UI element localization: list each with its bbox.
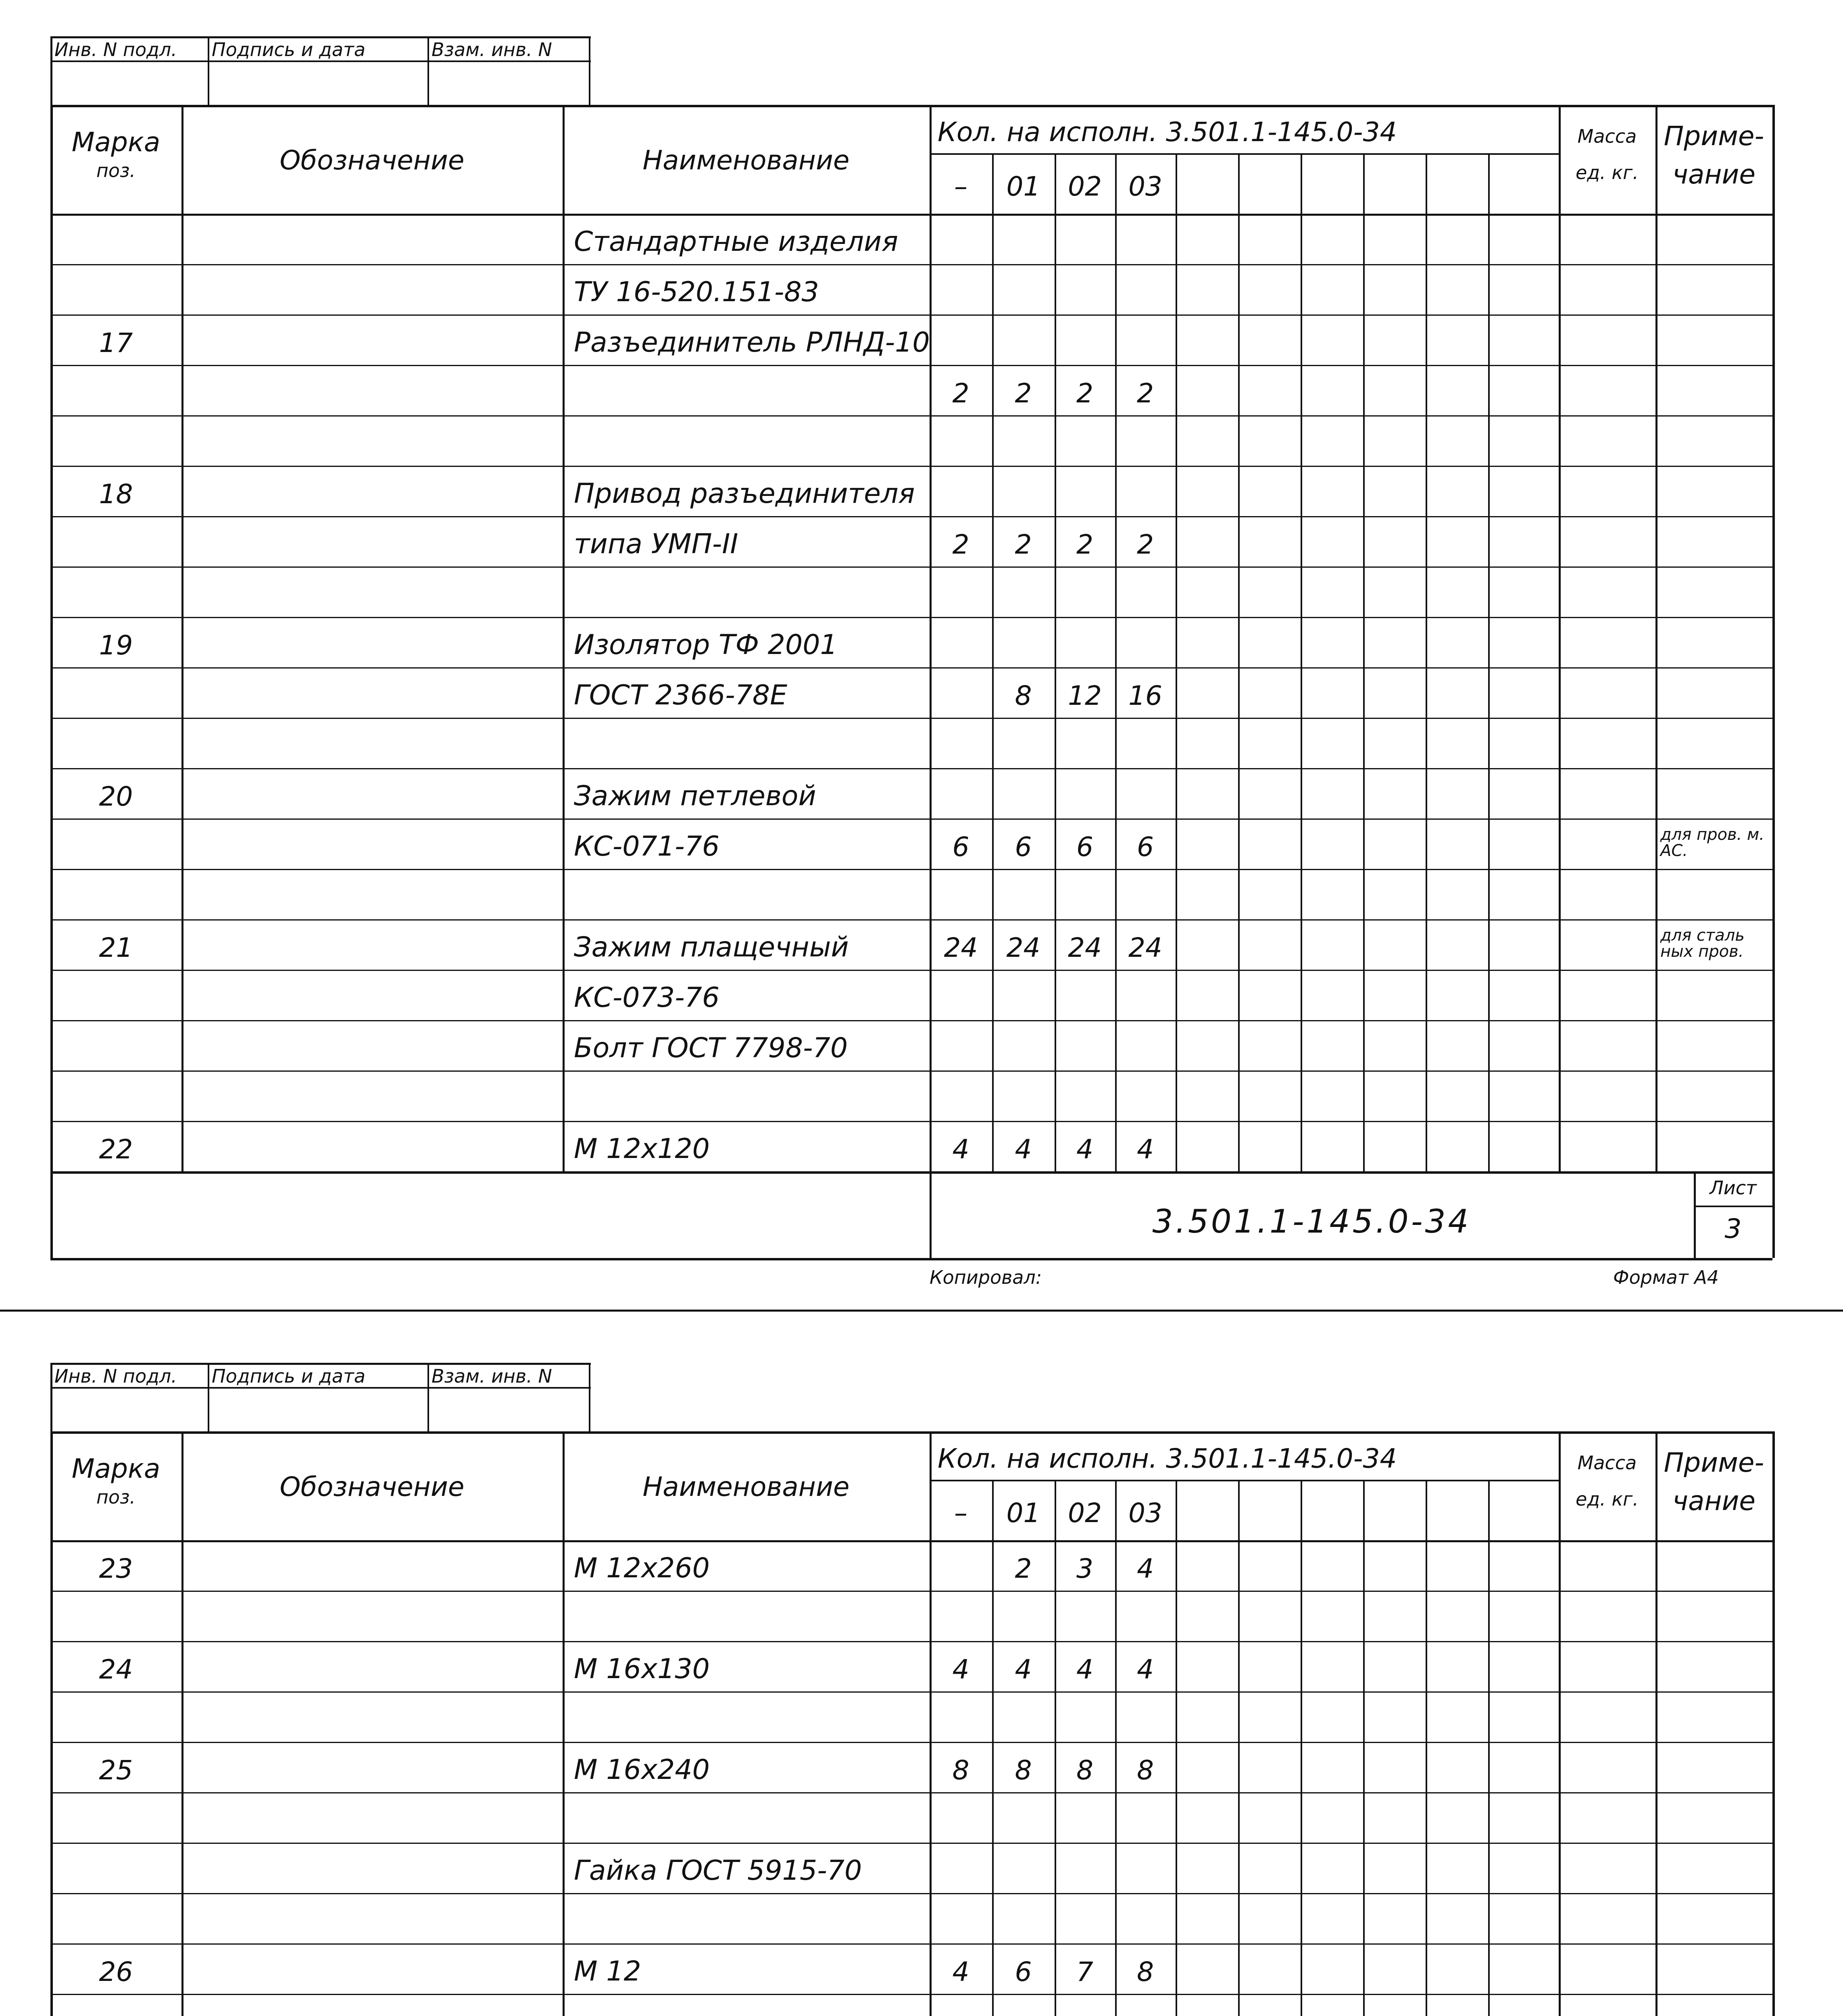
- page-cut-line: [0, 1310, 1843, 1312]
- header-note-2: чание: [1672, 159, 1756, 190]
- header-note-2: чание: [1672, 1485, 1756, 1516]
- frame-left: [50, 1431, 53, 2016]
- row-line: [50, 718, 1772, 719]
- col-line-name: [930, 1431, 932, 2016]
- frame-top: [50, 1431, 1772, 1434]
- row-name: Разъединитель РЛНД-10: [574, 327, 930, 358]
- row-qty-3: 4: [1137, 1553, 1154, 1584]
- stamp-right-line: [589, 36, 590, 105]
- col-line-name: [930, 105, 932, 1258]
- sheet-label: Лист: [1710, 1177, 1757, 1199]
- row-line: [50, 365, 1772, 366]
- col-line-variant: [1238, 153, 1240, 1171]
- document-number: 3.501.1-145.0-34: [1152, 1203, 1471, 1240]
- row-qty-2: 8: [1076, 1755, 1093, 1786]
- col-line-variant: [1426, 1480, 1427, 2016]
- row-name: Изолятор ТФ 2001: [574, 629, 838, 661]
- row-name: ГОСТ 2366-78Е: [574, 679, 788, 711]
- header-mass: Масса: [1577, 125, 1637, 147]
- row-position: 19: [99, 630, 133, 661]
- row-qty-2: 7: [1076, 1956, 1093, 1987]
- qty-header-split: [930, 153, 1559, 155]
- stamp-left-line: [50, 1363, 52, 1431]
- frame-right: [1772, 105, 1775, 1258]
- row-qty-2: 4: [1076, 1654, 1093, 1685]
- header-designation: Обозначение: [279, 145, 465, 176]
- row-qty-2: 12: [1068, 680, 1102, 711]
- header-note: Приме-: [1664, 121, 1764, 152]
- row-qty-1: 2: [1015, 1553, 1032, 1584]
- row-line: [50, 314, 1772, 316]
- col-line-variant: [1176, 1480, 1177, 2016]
- header-variant-v1: 01: [1006, 171, 1040, 202]
- sheet-number: 3: [1724, 1213, 1742, 1244]
- row-qty-2: 4: [1076, 1134, 1093, 1165]
- row-qty-1: 6: [1015, 1956, 1032, 1987]
- table-bottom: [50, 1171, 1772, 1174]
- row-qty-0: 4: [952, 1134, 969, 1165]
- row-qty-0: 6: [952, 831, 969, 862]
- row-qty-1: 2: [1015, 529, 1032, 560]
- stamp-sign-label: Подпись и дата: [212, 1365, 366, 1387]
- row-qty-2: 2: [1076, 378, 1093, 409]
- row-name: М 12: [574, 1956, 641, 1987]
- frame-top: [50, 105, 1772, 107]
- row-qty-2: 6: [1076, 831, 1093, 862]
- row-name: Зажим петлевой: [574, 780, 816, 812]
- col-line-variant: [1115, 1480, 1117, 2016]
- row-line: [50, 1742, 1772, 1743]
- row-qty-0: 8: [952, 1755, 969, 1786]
- row-line: [50, 1691, 1772, 1693]
- row-line: [50, 1893, 1772, 1894]
- qty-header-split: [930, 1480, 1559, 1481]
- header-note: Приме-: [1664, 1447, 1764, 1478]
- row-name: Гайка ГОСТ 5915-70: [574, 1855, 862, 1887]
- row-qty-0: 24: [944, 932, 978, 963]
- row-position: 21: [99, 932, 133, 963]
- row-qty-1: 6: [1015, 831, 1032, 862]
- row-qty-3: 2: [1137, 529, 1154, 560]
- row-line: [50, 1070, 1772, 1072]
- row-line: [50, 617, 1772, 618]
- row-note: для пров. м. АС.: [1660, 825, 1764, 860]
- row-qty-3: 24: [1128, 932, 1162, 963]
- sheet-no-box-split: [1694, 1206, 1772, 1207]
- col-line-variant: [1426, 153, 1427, 1171]
- row-position: 20: [99, 781, 133, 812]
- row-line: [50, 1020, 1772, 1021]
- row-name: Зажим плащечный: [574, 931, 849, 963]
- row-line: [50, 768, 1772, 769]
- stamp-mid-line: [50, 1387, 591, 1389]
- stamp-divider: [208, 1363, 209, 1431]
- row-note: для сталь ных пров.: [1660, 926, 1745, 961]
- stamp-top-line: [50, 36, 591, 38]
- row-qty-1: 4: [1015, 1134, 1032, 1165]
- col-line-variant: [992, 1480, 994, 2016]
- col-line-mass-end: [1655, 1431, 1657, 2016]
- header-mark-pos: поз.: [96, 160, 136, 181]
- col-line-variant: [1115, 153, 1117, 1171]
- header-bottom: [50, 1540, 1772, 1542]
- row-position: 18: [99, 479, 133, 510]
- header-variant-v0: –: [954, 1497, 967, 1529]
- row-name: М 12х120: [574, 1133, 710, 1165]
- row-qty-1: 8: [1015, 680, 1032, 711]
- header-mark: Марка: [71, 1453, 161, 1484]
- row-position: 23: [99, 1553, 133, 1584]
- row-line: [50, 1591, 1772, 1592]
- stamp-inv-label: Инв. N подл.: [54, 39, 177, 60]
- row-qty-3: 2: [1137, 378, 1154, 409]
- header-bottom: [50, 214, 1772, 216]
- col-line-variant: [1363, 153, 1365, 1171]
- frame-left: [50, 105, 53, 1258]
- row-name: типа УМП-II: [574, 528, 738, 560]
- row-line: [50, 1792, 1772, 1793]
- row-line: [50, 919, 1772, 921]
- header-mass-unit: ед. кг.: [1576, 1488, 1639, 1510]
- row-qty-0: 2: [952, 529, 969, 560]
- row-name: ТУ 16-520.151-83: [574, 276, 819, 308]
- header-variant-v3: 03: [1128, 1497, 1162, 1529]
- row-line: [50, 466, 1772, 467]
- stamp-divider: [427, 1363, 429, 1431]
- row-line: [50, 818, 1772, 820]
- stamp-right-line: [589, 1363, 590, 1431]
- row-name: Привод разъединителя: [574, 478, 915, 510]
- row-qty-3: 4: [1137, 1134, 1154, 1165]
- row-line: [50, 667, 1772, 669]
- header-variant-v1: 01: [1006, 1497, 1040, 1529]
- col-line-variant: [1176, 153, 1177, 1171]
- stamp-sign-label: Подпись и дата: [212, 39, 366, 60]
- row-qty-3: 8: [1137, 1755, 1154, 1786]
- row-qty-2: 24: [1068, 932, 1102, 963]
- row-position: 25: [99, 1755, 133, 1786]
- stamp-vzam-label: Взам. инв. N: [432, 1365, 552, 1387]
- header-designation: Обозначение: [279, 1471, 465, 1502]
- row-position: 26: [99, 1956, 133, 1987]
- frame-right: [1772, 1431, 1775, 2016]
- col-line-variant: [1488, 1480, 1490, 2016]
- row-line: [50, 1843, 1772, 1844]
- row-qty-1: 24: [1006, 932, 1040, 963]
- col-line-variant: [1055, 1480, 1056, 2016]
- row-qty-2: 2: [1076, 529, 1093, 560]
- col-line-variant: [1055, 153, 1056, 1171]
- stamp-left-line: [50, 36, 52, 105]
- format-label: Формат А4: [1613, 1266, 1719, 1288]
- col-line-variant: [1363, 1480, 1365, 2016]
- header-qty: Кол. на исполн. 3.501.1-145.0-34: [938, 1443, 1397, 1474]
- stamp-divider: [427, 36, 429, 105]
- row-name: Стандартные изделия: [574, 226, 899, 258]
- row-position: 22: [99, 1134, 133, 1165]
- header-mark-pos: поз.: [96, 1486, 136, 1508]
- col-line-mark: [181, 1431, 183, 2016]
- row-name: М 16х240: [574, 1754, 710, 1786]
- row-qty-3: 4: [1137, 1654, 1154, 1685]
- row-position: 17: [99, 327, 133, 358]
- col-line-qty-end: [1559, 1431, 1561, 2016]
- row-name: КС-073-76: [574, 982, 720, 1014]
- stamp-vzam-label: Взам. инв. N: [432, 39, 552, 60]
- row-qty-3: 6: [1137, 831, 1154, 862]
- copied-by-label: Копировал:: [930, 1266, 1042, 1288]
- frame-bottom: [50, 1258, 1772, 1260]
- row-line: [50, 415, 1772, 417]
- row-line: [50, 1994, 1772, 1995]
- row-qty-1: 8: [1015, 1755, 1032, 1786]
- row-line: [50, 264, 1772, 265]
- header-variant-v0: –: [954, 171, 967, 202]
- header-name: Наименование: [642, 1471, 850, 1502]
- header-mass-unit: ед. кг.: [1576, 162, 1639, 183]
- row-name: М 16х130: [574, 1653, 710, 1685]
- sheet-no-box-left: [1694, 1171, 1696, 1258]
- col-line-variant: [1488, 153, 1490, 1171]
- col-line-variant: [1301, 1480, 1302, 2016]
- row-line: [50, 970, 1772, 971]
- row-line: [50, 566, 1772, 568]
- stamp-inv-label: Инв. N подл.: [54, 1365, 177, 1387]
- header-variant-v3: 03: [1128, 171, 1162, 202]
- col-line-designation: [563, 1431, 565, 2016]
- row-qty-2: 3: [1076, 1553, 1093, 1584]
- col-line-variant: [1301, 153, 1302, 1171]
- stamp-mid-line: [50, 60, 591, 62]
- row-qty-0: 4: [952, 1654, 969, 1685]
- header-mass: Масса: [1577, 1452, 1637, 1474]
- col-line-variant: [1238, 1480, 1240, 2016]
- row-qty-1: 4: [1015, 1654, 1032, 1685]
- row-line: [50, 516, 1772, 517]
- row-qty-3: 8: [1137, 1956, 1154, 1987]
- row-qty-3: 16: [1128, 680, 1162, 711]
- stamp-top-line: [50, 1363, 591, 1365]
- stamp-divider: [208, 36, 209, 105]
- header-variant-v2: 02: [1068, 171, 1102, 202]
- row-qty-0: 4: [952, 1956, 969, 1987]
- row-line: [50, 1121, 1772, 1122]
- header-qty: Кол. на исполн. 3.501.1-145.0-34: [938, 117, 1397, 148]
- row-position: 24: [99, 1654, 133, 1685]
- row-line: [50, 869, 1772, 870]
- row-line: [50, 1641, 1772, 1642]
- header-variant-v2: 02: [1068, 1497, 1102, 1529]
- row-name: Болт ГОСТ 7798-70: [574, 1032, 848, 1064]
- row-qty-0: 2: [952, 378, 969, 409]
- row-name: КС-071-76: [574, 831, 720, 862]
- header-mark: Марка: [71, 127, 161, 158]
- row-line: [50, 1943, 1772, 1945]
- header-name: Наименование: [642, 145, 850, 176]
- col-line-variant: [992, 153, 994, 1171]
- row-name: М 12х260: [574, 1552, 710, 1584]
- row-qty-1: 2: [1015, 378, 1032, 409]
